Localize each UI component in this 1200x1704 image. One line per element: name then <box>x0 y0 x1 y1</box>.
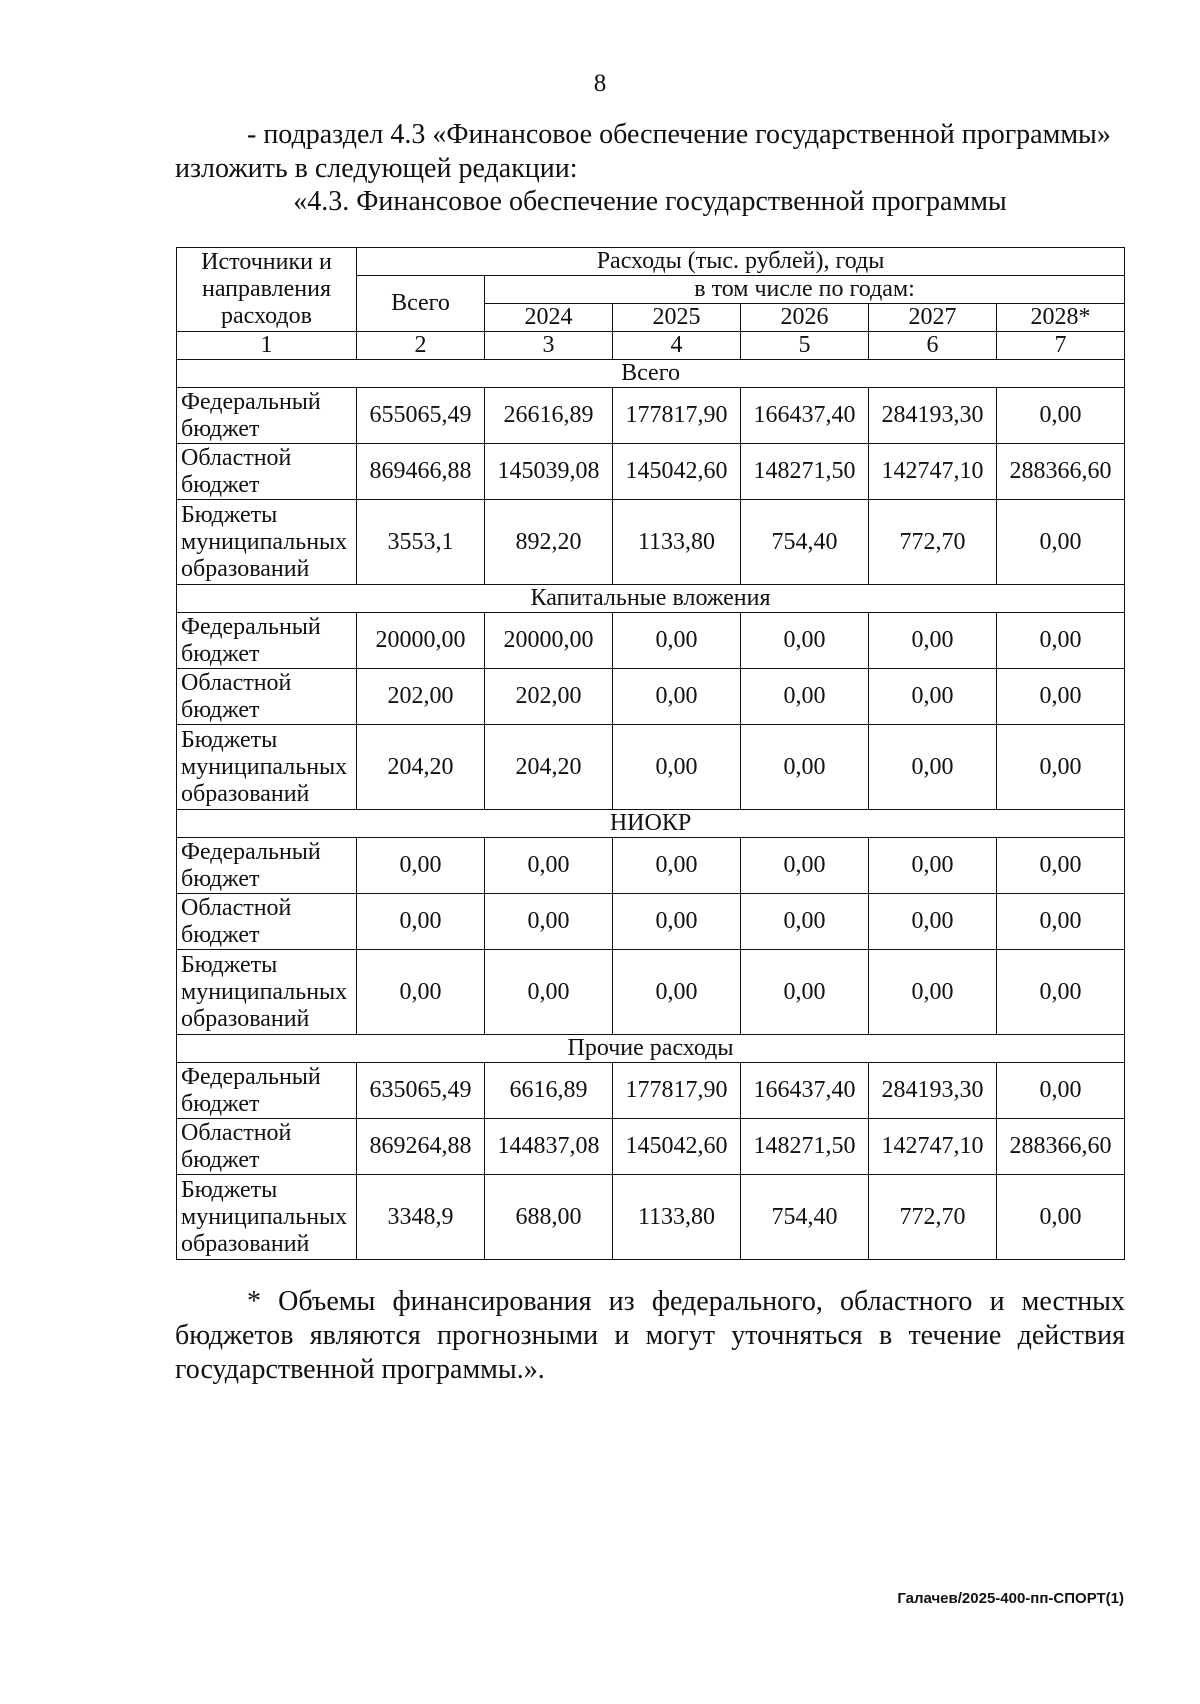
table-row <box>177 388 1125 444</box>
value-cell: 892,20 <box>485 500 613 585</box>
value-cell: 0,00 <box>869 725 997 810</box>
value-cell: 0,00 <box>485 894 613 950</box>
value-cell: 869264,88 <box>357 1119 485 1175</box>
source-cell: Областной бюджет <box>177 894 357 950</box>
source-cell: Областной бюджет <box>177 444 357 500</box>
value-cell: 0,00 <box>613 894 741 950</box>
value-cell: 202,00 <box>357 669 485 725</box>
column-number: 5 <box>741 332 869 360</box>
value-cell: 148271,50 <box>741 1119 869 1175</box>
value-cell: 0,00 <box>613 725 741 810</box>
value-cell: 202,00 <box>485 669 613 725</box>
value-cell: 145039,08 <box>485 444 613 500</box>
value-cell: 20000,00 <box>357 613 485 669</box>
value-cell: 0,00 <box>357 838 485 894</box>
header-year: 2024 <box>485 304 613 332</box>
value-cell: 144837,08 <box>485 1119 613 1175</box>
value-cell: 177817,90 <box>613 1063 741 1119</box>
value-cell: 0,00 <box>997 838 1125 894</box>
value-cell: 142747,10 <box>869 1119 997 1175</box>
source-cell: Бюджеты муниципальных образований <box>177 1175 357 1260</box>
value-cell: 0,00 <box>613 950 741 1035</box>
footnote <box>175 1285 1125 1387</box>
table-row <box>177 725 1125 810</box>
value-cell: 142747,10 <box>869 444 997 500</box>
value-cell: 0,00 <box>485 950 613 1035</box>
section-title: «4.3. Финансовое обеспечение государственной программы <box>293 186 1007 217</box>
table-row <box>177 1119 1125 1175</box>
value-cell: 0,00 <box>741 894 869 950</box>
column-number: 1 <box>177 332 357 360</box>
value-cell: 204,20 <box>485 725 613 810</box>
value-cell: 754,40 <box>741 500 869 585</box>
value-cell: 0,00 <box>741 725 869 810</box>
header-sources: Источники и направления расходов <box>177 248 357 332</box>
value-cell: 0,00 <box>357 950 485 1035</box>
source-cell: Областной бюджет <box>177 669 357 725</box>
value-cell: 0,00 <box>613 613 741 669</box>
value-cell: 288366,60 <box>997 444 1125 500</box>
value-cell: 0,00 <box>741 950 869 1035</box>
value-cell: 6616,89 <box>485 1063 613 1119</box>
source-cell: Бюджеты муниципальных образований <box>177 950 357 1035</box>
source-cell: Федеральный бюджет <box>177 1063 357 1119</box>
value-cell: 0,00 <box>869 669 997 725</box>
header-by-years: в том числе по годам: <box>485 276 1125 304</box>
header-year: 2028* <box>997 304 1125 332</box>
value-cell: 166437,40 <box>741 388 869 444</box>
value-cell: 1133,80 <box>613 1175 741 1260</box>
source-cell: Федеральный бюджет <box>177 388 357 444</box>
value-cell: 0,00 <box>997 388 1125 444</box>
value-cell: 0,00 <box>997 1175 1125 1260</box>
source-cell: Бюджеты муниципальных образований <box>177 725 357 810</box>
value-cell: 655065,49 <box>357 388 485 444</box>
table-row <box>177 444 1125 500</box>
value-cell: 0,00 <box>613 838 741 894</box>
value-cell: 288366,60 <box>997 1119 1125 1175</box>
value-cell: 26616,89 <box>485 388 613 444</box>
group-title: Капитальные вложения <box>177 585 1125 613</box>
document-code: Галачев/2025-400-пп-СПОРТ(1) <box>897 1590 1124 1607</box>
value-cell: 204,20 <box>357 725 485 810</box>
source-cell: Областной бюджет <box>177 1119 357 1175</box>
value-cell: 688,00 <box>485 1175 613 1260</box>
header-total: Всего <box>357 276 485 332</box>
header-year: 2026 <box>741 304 869 332</box>
table-row <box>177 500 1125 585</box>
value-cell: 0,00 <box>869 950 997 1035</box>
value-cell: 1133,80 <box>613 500 741 585</box>
value-cell: 20000,00 <box>485 613 613 669</box>
table-row <box>177 894 1125 950</box>
value-cell: 148271,50 <box>741 444 869 500</box>
header-expenses: Расходы (тыс. рублей), годы <box>357 248 1125 276</box>
source-cell: Бюджеты муниципальных образований <box>177 500 357 585</box>
value-cell: 3553,1 <box>357 500 485 585</box>
value-cell: 0,00 <box>869 613 997 669</box>
value-cell: 635065,49 <box>357 1063 485 1119</box>
table-row <box>177 950 1125 1035</box>
footnote-text: * Объемы финансирования из федерального, областного и местных бюджетов являются прогнозными и могут уточняться в течение действия государственной программы.». <box>175 1286 1125 1385</box>
value-cell: 0,00 <box>741 613 869 669</box>
value-cell: 869466,88 <box>357 444 485 500</box>
value-cell: 0,00 <box>613 669 741 725</box>
header-year: 2027 <box>869 304 997 332</box>
value-cell: 0,00 <box>357 894 485 950</box>
value-cell: 0,00 <box>869 894 997 950</box>
intro-text <box>175 118 1125 186</box>
table-body <box>177 360 1125 1260</box>
value-cell: 3348,9 <box>357 1175 485 1260</box>
group-row <box>177 1035 1125 1063</box>
table-row <box>177 1063 1125 1119</box>
table-row <box>177 613 1125 669</box>
column-number: 7 <box>997 332 1125 360</box>
financing-table <box>176 247 1125 1260</box>
value-cell: 0,00 <box>741 838 869 894</box>
value-cell: 754,40 <box>741 1175 869 1260</box>
page-number: 8 <box>593 70 607 97</box>
table-row <box>177 838 1125 894</box>
value-cell: 0,00 <box>741 669 869 725</box>
source-cell: Федеральный бюджет <box>177 838 357 894</box>
value-cell: 177817,90 <box>613 388 741 444</box>
column-number: 2 <box>357 332 485 360</box>
value-cell: 166437,40 <box>741 1063 869 1119</box>
value-cell: 145042,60 <box>613 1119 741 1175</box>
group-row <box>177 810 1125 838</box>
intro-line-1: - подраздел 4.3 «Финансовое обеспечение государственной программы» <box>247 119 1111 150</box>
group-title: Всего <box>177 360 1125 388</box>
table-row <box>177 669 1125 725</box>
group-row <box>177 360 1125 388</box>
value-cell: 0,00 <box>997 500 1125 585</box>
intro-line-2: изложить в следующей редакции: <box>175 153 578 184</box>
value-cell: 0,00 <box>997 894 1125 950</box>
value-cell: 0,00 <box>997 613 1125 669</box>
value-cell: 772,70 <box>869 500 997 585</box>
column-number: 3 <box>485 332 613 360</box>
column-number: 4 <box>613 332 741 360</box>
value-cell: 284193,30 <box>869 388 997 444</box>
group-row <box>177 585 1125 613</box>
group-title: НИОКР <box>177 810 1125 838</box>
group-title: Прочие расходы <box>177 1035 1125 1063</box>
value-cell: 0,00 <box>997 669 1125 725</box>
value-cell: 0,00 <box>997 950 1125 1035</box>
table-row <box>177 1175 1125 1260</box>
value-cell: 0,00 <box>997 725 1125 810</box>
value-cell: 0,00 <box>485 838 613 894</box>
value-cell: 284193,30 <box>869 1063 997 1119</box>
column-number: 6 <box>869 332 997 360</box>
value-cell: 145042,60 <box>613 444 741 500</box>
header-year: 2025 <box>613 304 741 332</box>
value-cell: 772,70 <box>869 1175 997 1260</box>
value-cell: 0,00 <box>997 1063 1125 1119</box>
value-cell: 0,00 <box>869 838 997 894</box>
source-cell: Федеральный бюджет <box>177 613 357 669</box>
